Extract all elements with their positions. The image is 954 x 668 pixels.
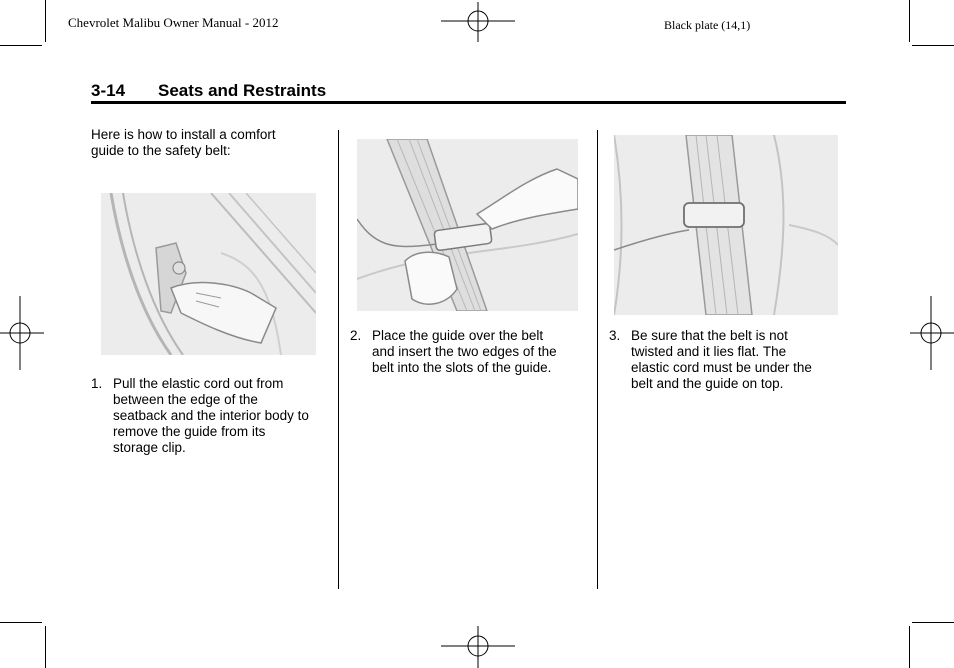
- step-line: elastic cord must be under the: [631, 360, 812, 375]
- manual-title: Chevrolet Malibu Owner Manual - 2012: [68, 15, 279, 30]
- crop-mark: [45, 626, 46, 668]
- registration-mark-top: [441, 2, 515, 44]
- column-divider: [338, 130, 339, 589]
- intro-line: Here is how to install a comfort: [91, 127, 276, 142]
- step-3: [609, 328, 849, 398]
- step-number: 1.: [91, 376, 103, 391]
- registration-mark-left: [0, 296, 44, 370]
- plate-label: Black plate (14,1): [664, 18, 751, 32]
- illustration-belt-flat: [614, 135, 838, 315]
- section-heading: [91, 81, 326, 101]
- step-line: belt into the slots of the guide.: [372, 360, 552, 375]
- step-line: and insert the two edges of the: [372, 344, 557, 359]
- step-line: Pull the elastic cord out from: [113, 376, 284, 391]
- registration-mark-right: [910, 296, 954, 370]
- crop-mark: [912, 622, 954, 623]
- step-line: Be sure that the belt is not: [631, 328, 788, 343]
- intro-line: guide to the safety belt:: [91, 143, 231, 158]
- step-number: 2.: [350, 328, 362, 343]
- section-title: Seats and Restraints: [158, 81, 327, 100]
- crop-mark: [912, 45, 954, 46]
- page-number: 3-14: [91, 81, 126, 100]
- step-line: storage clip.: [113, 440, 186, 455]
- step-line: seatback and the interior body to: [113, 408, 309, 423]
- registration-mark-bottom: [441, 626, 515, 668]
- crop-mark: [909, 626, 910, 668]
- step-line: Place the guide over the belt: [372, 328, 544, 343]
- step-line: twisted and it lies flat. The: [631, 344, 787, 359]
- illustration-guide-over-belt: [357, 139, 578, 311]
- column-divider: [597, 130, 598, 589]
- step-number: 3.: [609, 328, 621, 343]
- step-line: belt and the guide on top.: [631, 376, 784, 391]
- crop-mark: [0, 622, 42, 623]
- step-1: [91, 376, 331, 461]
- crop-mark: [909, 0, 910, 42]
- crop-mark: [45, 0, 46, 42]
- intro-text: [91, 127, 276, 159]
- step-2: [350, 328, 590, 388]
- heading-rule: [91, 101, 846, 104]
- crop-mark: [0, 45, 42, 46]
- step-line: remove the guide from its: [113, 424, 266, 439]
- step-line: between the edge of the: [113, 392, 258, 407]
- illustration-seatback-clip: [101, 193, 316, 355]
